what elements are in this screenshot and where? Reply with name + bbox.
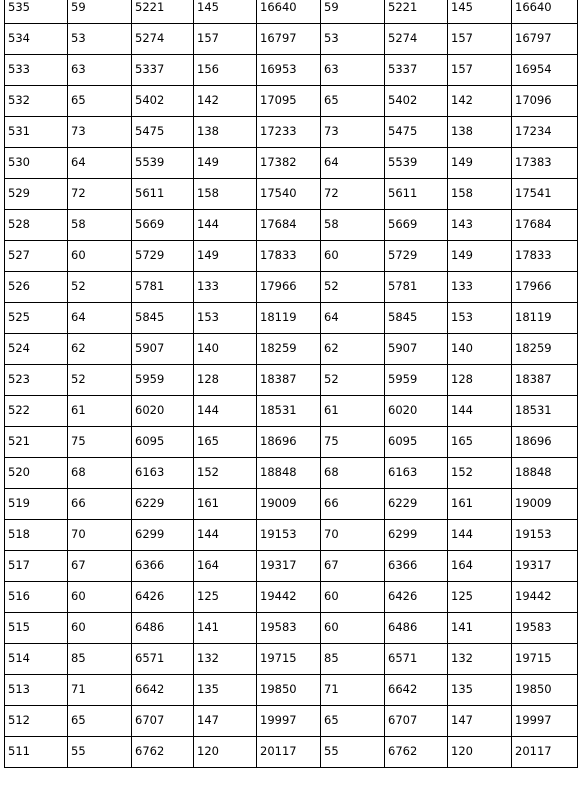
table-cell: 6762	[385, 737, 448, 768]
table-cell: 60	[321, 241, 385, 272]
table-cell: 135	[448, 675, 512, 706]
table-cell: 523	[5, 365, 68, 396]
table-cell: 142	[448, 86, 512, 117]
table-cell: 164	[194, 551, 257, 582]
table-row	[5, 365, 578, 396]
table-cell: 75	[321, 427, 385, 458]
table-cell: 19009	[512, 489, 578, 520]
table-cell: 5221	[132, 0, 194, 24]
table-cell: 526	[5, 272, 68, 303]
score-distribution-table	[4, 0, 578, 768]
table-cell: 5539	[385, 148, 448, 179]
table-cell: 17382	[257, 148, 321, 179]
table-row	[5, 179, 578, 210]
table-cell: 156	[194, 55, 257, 86]
table-row	[5, 117, 578, 148]
table-cell: 17383	[512, 148, 578, 179]
table-cell: 17684	[512, 210, 578, 241]
table-row	[5, 210, 578, 241]
table-cell: 62	[321, 334, 385, 365]
table-row	[5, 55, 578, 86]
table-cell: 75	[68, 427, 132, 458]
table-cell: 140	[194, 334, 257, 365]
table-cell: 6366	[132, 551, 194, 582]
table-cell: 72	[68, 179, 132, 210]
table-cell: 55	[68, 737, 132, 768]
table-cell: 6095	[132, 427, 194, 458]
table-cell: 532	[5, 86, 68, 117]
table-cell: 6229	[385, 489, 448, 520]
table-cell: 5475	[132, 117, 194, 148]
table-cell: 53	[68, 24, 132, 55]
table-cell: 19715	[512, 644, 578, 675]
table-cell: 17234	[512, 117, 578, 148]
table-cell: 5611	[385, 179, 448, 210]
table-cell: 6486	[385, 613, 448, 644]
table-cell: 18387	[257, 365, 321, 396]
table-cell: 6020	[385, 396, 448, 427]
table-cell: 5845	[385, 303, 448, 334]
table-cell: 5475	[385, 117, 448, 148]
table-cell: 64	[68, 303, 132, 334]
table-cell: 144	[194, 396, 257, 427]
table-cell: 19442	[512, 582, 578, 613]
table-cell: 18531	[257, 396, 321, 427]
table-cell: 85	[321, 644, 385, 675]
table-cell: 120	[448, 737, 512, 768]
table-cell: 6642	[385, 675, 448, 706]
table-cell: 141	[194, 613, 257, 644]
table-cell: 6163	[132, 458, 194, 489]
table-cell: 149	[448, 148, 512, 179]
table-cell: 18531	[512, 396, 578, 427]
table-cell: 165	[194, 427, 257, 458]
table-cell: 6762	[132, 737, 194, 768]
table-cell: 65	[68, 86, 132, 117]
table-row	[5, 241, 578, 272]
table-cell: 5669	[385, 210, 448, 241]
table-cell: 512	[5, 706, 68, 737]
table-cell: 529	[5, 179, 68, 210]
table-cell: 18696	[512, 427, 578, 458]
table-cell: 20117	[512, 737, 578, 768]
table-cell: 144	[448, 520, 512, 551]
table-cell: 63	[68, 55, 132, 86]
table-cell: 120	[194, 737, 257, 768]
table-cell: 73	[321, 117, 385, 148]
table-cell: 16954	[512, 55, 578, 86]
table-cell: 125	[194, 582, 257, 613]
table-cell: 6229	[132, 489, 194, 520]
table-cell: 133	[194, 272, 257, 303]
table-cell: 147	[448, 706, 512, 737]
table-cell: 5959	[385, 365, 448, 396]
table-cell: 19850	[257, 675, 321, 706]
table-cell: 18259	[512, 334, 578, 365]
table-cell: 530	[5, 148, 68, 179]
table-cell: 17966	[512, 272, 578, 303]
table-cell: 17541	[512, 179, 578, 210]
table-row	[5, 148, 578, 179]
table-cell: 513	[5, 675, 68, 706]
table-cell: 6642	[132, 675, 194, 706]
table-cell: 518	[5, 520, 68, 551]
table-cell: 145	[448, 0, 512, 24]
table-cell: 138	[194, 117, 257, 148]
table-cell: 61	[321, 396, 385, 427]
table-row	[5, 582, 578, 613]
table-cell: 68	[321, 458, 385, 489]
table-cell: 515	[5, 613, 68, 644]
table-cell: 65	[321, 86, 385, 117]
table-cell: 72	[321, 179, 385, 210]
table-cell: 60	[68, 613, 132, 644]
table-cell: 6571	[132, 644, 194, 675]
table-cell: 5669	[132, 210, 194, 241]
table-cell: 144	[194, 520, 257, 551]
table-cell: 520	[5, 458, 68, 489]
table-cell: 60	[321, 582, 385, 613]
table-cell: 64	[68, 148, 132, 179]
table-cell: 19153	[257, 520, 321, 551]
table-cell: 64	[321, 148, 385, 179]
table-cell: 68	[68, 458, 132, 489]
table-cell: 165	[448, 427, 512, 458]
table-cell: 132	[448, 644, 512, 675]
table-cell: 18119	[512, 303, 578, 334]
table-cell: 152	[194, 458, 257, 489]
table-cell: 18259	[257, 334, 321, 365]
table-cell: 55	[321, 737, 385, 768]
table-cell: 157	[448, 55, 512, 86]
table-cell: 514	[5, 644, 68, 675]
table-cell: 5274	[385, 24, 448, 55]
table-cell: 18848	[512, 458, 578, 489]
table-cell: 524	[5, 334, 68, 365]
table-cell: 143	[448, 210, 512, 241]
table-cell: 158	[448, 179, 512, 210]
table-cell: 511	[5, 737, 68, 768]
table-cell: 52	[68, 272, 132, 303]
table-cell: 67	[321, 551, 385, 582]
table-cell: 533	[5, 55, 68, 86]
table-cell: 20117	[257, 737, 321, 768]
table-cell: 144	[194, 210, 257, 241]
table-cell: 153	[194, 303, 257, 334]
table-cell: 17966	[257, 272, 321, 303]
table-body	[5, 0, 578, 768]
table-cell: 5402	[385, 86, 448, 117]
table-cell: 138	[448, 117, 512, 148]
table-row	[5, 458, 578, 489]
table-cell: 6299	[132, 520, 194, 551]
table-cell: 70	[321, 520, 385, 551]
table-row	[5, 0, 578, 24]
table-row	[5, 396, 578, 427]
table-cell: 5611	[132, 179, 194, 210]
table-cell: 19317	[512, 551, 578, 582]
table-cell: 60	[68, 241, 132, 272]
table-row	[5, 86, 578, 117]
table-cell: 64	[321, 303, 385, 334]
table-cell: 19009	[257, 489, 321, 520]
table-cell: 149	[194, 148, 257, 179]
table-cell: 164	[448, 551, 512, 582]
table-cell: 525	[5, 303, 68, 334]
table-row	[5, 427, 578, 458]
table-cell: 85	[68, 644, 132, 675]
table-cell: 19850	[512, 675, 578, 706]
table-cell: 6299	[385, 520, 448, 551]
table-row	[5, 334, 578, 365]
table-cell: 16953	[257, 55, 321, 86]
table-cell: 128	[194, 365, 257, 396]
table-cell: 17096	[512, 86, 578, 117]
table-cell: 153	[448, 303, 512, 334]
table-row	[5, 706, 578, 737]
table-cell: 18387	[512, 365, 578, 396]
table-row	[5, 675, 578, 706]
table-cell: 19583	[257, 613, 321, 644]
table-cell: 535	[5, 0, 68, 24]
table-cell: 16640	[512, 0, 578, 24]
table-cell: 19317	[257, 551, 321, 582]
table-cell: 6366	[385, 551, 448, 582]
table-cell: 17540	[257, 179, 321, 210]
table-cell: 16640	[257, 0, 321, 24]
table-cell: 157	[448, 24, 512, 55]
table-cell: 62	[68, 334, 132, 365]
table-cell: 517	[5, 551, 68, 582]
table-cell: 5337	[132, 55, 194, 86]
table-cell: 52	[68, 365, 132, 396]
table-cell: 60	[68, 582, 132, 613]
table-cell: 19997	[512, 706, 578, 737]
table-cell: 17833	[257, 241, 321, 272]
table-cell: 5402	[132, 86, 194, 117]
table-cell: 18119	[257, 303, 321, 334]
table-cell: 5729	[132, 241, 194, 272]
table-cell: 17833	[512, 241, 578, 272]
table-cell: 128	[448, 365, 512, 396]
table-cell: 19442	[257, 582, 321, 613]
table-cell: 58	[321, 210, 385, 241]
table-cell: 17684	[257, 210, 321, 241]
table-cell: 5729	[385, 241, 448, 272]
table-cell: 522	[5, 396, 68, 427]
table-cell: 144	[448, 396, 512, 427]
table-cell: 16797	[257, 24, 321, 55]
table-row	[5, 520, 578, 551]
table-cell: 70	[68, 520, 132, 551]
table-cell: 18696	[257, 427, 321, 458]
table-cell: 65	[321, 706, 385, 737]
table-cell: 6707	[132, 706, 194, 737]
table-cell: 19583	[512, 613, 578, 644]
table-cell: 59	[68, 0, 132, 24]
table-cell: 6707	[385, 706, 448, 737]
table-cell: 5221	[385, 0, 448, 24]
table-cell: 145	[194, 0, 257, 24]
table-cell: 60	[321, 613, 385, 644]
table-cell: 63	[321, 55, 385, 86]
table-cell: 125	[448, 582, 512, 613]
table-row	[5, 551, 578, 582]
table-row	[5, 644, 578, 675]
table-row	[5, 489, 578, 520]
table-cell: 6486	[132, 613, 194, 644]
table-cell: 5845	[132, 303, 194, 334]
table-cell: 6020	[132, 396, 194, 427]
table-cell: 19997	[257, 706, 321, 737]
table-cell: 147	[194, 706, 257, 737]
table-cell: 6571	[385, 644, 448, 675]
table-cell: 5539	[132, 148, 194, 179]
table-cell: 149	[448, 241, 512, 272]
table-cell: 149	[194, 241, 257, 272]
table-cell: 19715	[257, 644, 321, 675]
table-cell: 5959	[132, 365, 194, 396]
table-cell: 19153	[512, 520, 578, 551]
table-cell: 142	[194, 86, 257, 117]
table-cell: 132	[194, 644, 257, 675]
table-cell: 6426	[132, 582, 194, 613]
table-cell: 157	[194, 24, 257, 55]
table-cell: 158	[194, 179, 257, 210]
table-cell: 161	[448, 489, 512, 520]
table-cell: 71	[321, 675, 385, 706]
table-cell: 17233	[257, 117, 321, 148]
table-row	[5, 272, 578, 303]
table-cell: 58	[68, 210, 132, 241]
table-cell: 5274	[132, 24, 194, 55]
table-cell: 5907	[385, 334, 448, 365]
table-cell: 531	[5, 117, 68, 148]
table-cell: 6426	[385, 582, 448, 613]
table-cell: 5781	[385, 272, 448, 303]
table-cell: 6163	[385, 458, 448, 489]
table-cell: 152	[448, 458, 512, 489]
table-cell: 141	[448, 613, 512, 644]
table-cell: 65	[68, 706, 132, 737]
table-cell: 66	[321, 489, 385, 520]
table-cell: 18848	[257, 458, 321, 489]
table-cell: 528	[5, 210, 68, 241]
table-cell: 59	[321, 0, 385, 24]
table-cell: 67	[68, 551, 132, 582]
table-cell: 519	[5, 489, 68, 520]
table-cell: 73	[68, 117, 132, 148]
table-cell: 66	[68, 489, 132, 520]
table-cell: 5781	[132, 272, 194, 303]
table-row	[5, 737, 578, 768]
table-cell: 71	[68, 675, 132, 706]
table-cell: 521	[5, 427, 68, 458]
table-cell: 53	[321, 24, 385, 55]
table-cell: 534	[5, 24, 68, 55]
table-cell: 5907	[132, 334, 194, 365]
table-cell: 52	[321, 365, 385, 396]
table-cell: 516	[5, 582, 68, 613]
table-cell: 17095	[257, 86, 321, 117]
table-cell: 133	[448, 272, 512, 303]
table-cell: 61	[68, 396, 132, 427]
table-cell: 140	[448, 334, 512, 365]
table-row	[5, 24, 578, 55]
table-row	[5, 613, 578, 644]
table-cell: 161	[194, 489, 257, 520]
table-cell: 52	[321, 272, 385, 303]
table-cell: 527	[5, 241, 68, 272]
table-cell: 135	[194, 675, 257, 706]
table-cell: 5337	[385, 55, 448, 86]
table-row	[5, 303, 578, 334]
table-cell: 6095	[385, 427, 448, 458]
table-cell: 16797	[512, 24, 578, 55]
